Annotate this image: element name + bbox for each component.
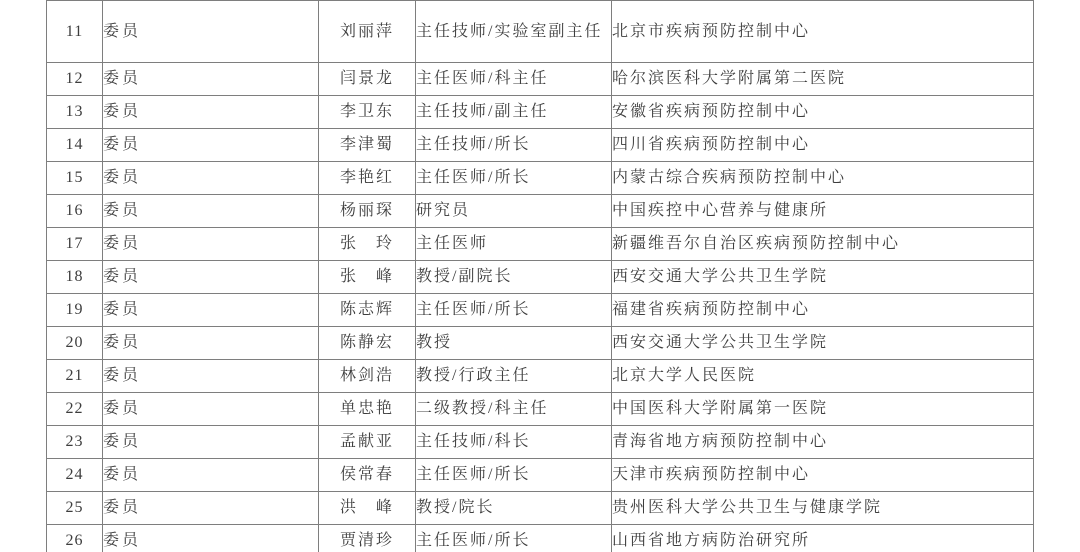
cell-title: 主任技师/所长 — [416, 129, 612, 162]
table-row — [47, 492, 1034, 525]
cell-role: 委员 — [103, 1, 319, 63]
cell-name: 陈静宏 — [319, 327, 416, 360]
cell-institution: 山西省地方病防治研究所 — [612, 525, 1034, 552]
cell-role: 委员 — [103, 195, 319, 228]
cell-role: 委员 — [103, 261, 319, 294]
cell-title: 主任医师/科主任 — [416, 63, 612, 96]
cell-role: 委员 — [103, 393, 319, 426]
cell-row-number: 22 — [47, 393, 103, 426]
cell-row-number: 25 — [47, 492, 103, 525]
cell-title: 研究员 — [416, 195, 612, 228]
cell-row-number: 23 — [47, 426, 103, 459]
cell-row-number: 12 — [47, 63, 103, 96]
cell-title: 主任医师/所长 — [416, 525, 612, 552]
cell-role: 委员 — [103, 96, 319, 129]
cell-institution: 青海省地方病预防控制中心 — [612, 426, 1034, 459]
cell-name: 李艳红 — [319, 162, 416, 195]
cell-row-number: 16 — [47, 195, 103, 228]
table-row — [47, 327, 1034, 360]
cell-title: 主任技师/科长 — [416, 426, 612, 459]
cell-role: 委员 — [103, 492, 319, 525]
table-row — [47, 1, 1034, 63]
cell-row-number: 24 — [47, 459, 103, 492]
cell-row-number: 26 — [47, 525, 103, 552]
cell-role: 委员 — [103, 63, 319, 96]
table-row — [47, 294, 1034, 327]
cell-name: 洪 峰 — [319, 492, 416, 525]
cell-role: 委员 — [103, 327, 319, 360]
cell-row-number: 13 — [47, 96, 103, 129]
cell-institution: 哈尔滨医科大学附属第二医院 — [612, 63, 1034, 96]
cell-institution: 中国医科大学附属第一医院 — [612, 393, 1034, 426]
cell-role: 委员 — [103, 525, 319, 552]
cell-role: 委员 — [103, 228, 319, 261]
table-row — [47, 228, 1034, 261]
cell-row-number: 15 — [47, 162, 103, 195]
cell-name: 杨丽琛 — [319, 195, 416, 228]
cell-title: 主任医师/所长 — [416, 162, 612, 195]
cell-title: 主任技师/实验室副主任 — [416, 1, 612, 63]
cell-role: 委员 — [103, 162, 319, 195]
table-row — [47, 63, 1034, 96]
cell-role: 委员 — [103, 294, 319, 327]
cell-name: 李卫东 — [319, 96, 416, 129]
table-row — [47, 195, 1034, 228]
cell-title: 主任医师/所长 — [416, 459, 612, 492]
table-row — [47, 162, 1034, 195]
cell-institution: 北京大学人民医院 — [612, 360, 1034, 393]
cell-institution: 贵州医科大学公共卫生与健康学院 — [612, 492, 1034, 525]
cell-title: 教授/行政主任 — [416, 360, 612, 393]
cell-title: 教授 — [416, 327, 612, 360]
cell-institution: 内蒙古综合疾病预防控制中心 — [612, 162, 1034, 195]
cell-name: 陈志辉 — [319, 294, 416, 327]
cell-name: 闫景龙 — [319, 63, 416, 96]
table-row — [47, 261, 1034, 294]
cell-title: 二级教授/科主任 — [416, 393, 612, 426]
table-row — [47, 129, 1034, 162]
cell-row-number: 19 — [47, 294, 103, 327]
cell-institution: 中国疾控中心营养与健康所 — [612, 195, 1034, 228]
cell-institution: 新疆维吾尔自治区疾病预防控制中心 — [612, 228, 1034, 261]
cell-institution: 北京市疾病预防控制中心 — [612, 1, 1034, 63]
cell-title: 教授/院长 — [416, 492, 612, 525]
cell-name: 侯常春 — [319, 459, 416, 492]
cell-name: 张 峰 — [319, 261, 416, 294]
cell-title: 教授/副院长 — [416, 261, 612, 294]
cell-row-number: 11 — [47, 1, 103, 63]
cell-institution: 天津市疾病预防控制中心 — [612, 459, 1034, 492]
cell-name: 林剑浩 — [319, 360, 416, 393]
cell-name: 单忠艳 — [319, 393, 416, 426]
cell-role: 委员 — [103, 459, 319, 492]
table-row — [47, 393, 1034, 426]
cell-title: 主任医师 — [416, 228, 612, 261]
cell-institution: 福建省疾病预防控制中心 — [612, 294, 1034, 327]
cell-name: 刘丽萍 — [319, 1, 416, 63]
cell-role: 委员 — [103, 426, 319, 459]
cell-role: 委员 — [103, 129, 319, 162]
cell-name: 孟献亚 — [319, 426, 416, 459]
cell-row-number: 21 — [47, 360, 103, 393]
cell-title: 主任技师/副主任 — [416, 96, 612, 129]
cell-name: 贾清珍 — [319, 525, 416, 552]
cell-row-number: 18 — [47, 261, 103, 294]
table-row — [47, 459, 1034, 492]
cell-name: 张 玲 — [319, 228, 416, 261]
cell-row-number: 20 — [47, 327, 103, 360]
cell-role: 委员 — [103, 360, 319, 393]
committee-roster-table — [46, 0, 1034, 552]
table-row — [47, 525, 1034, 552]
cell-institution: 四川省疾病预防控制中心 — [612, 129, 1034, 162]
cell-row-number: 17 — [47, 228, 103, 261]
table-row — [47, 96, 1034, 129]
table-row — [47, 360, 1034, 393]
cell-row-number: 14 — [47, 129, 103, 162]
cell-institution: 西安交通大学公共卫生学院 — [612, 261, 1034, 294]
cell-institution: 西安交通大学公共卫生学院 — [612, 327, 1034, 360]
table-row — [47, 426, 1034, 459]
committee-table-body — [47, 1, 1034, 552]
cell-title: 主任医师/所长 — [416, 294, 612, 327]
cell-institution: 安徽省疾病预防控制中心 — [612, 96, 1034, 129]
cell-name: 李津蜀 — [319, 129, 416, 162]
